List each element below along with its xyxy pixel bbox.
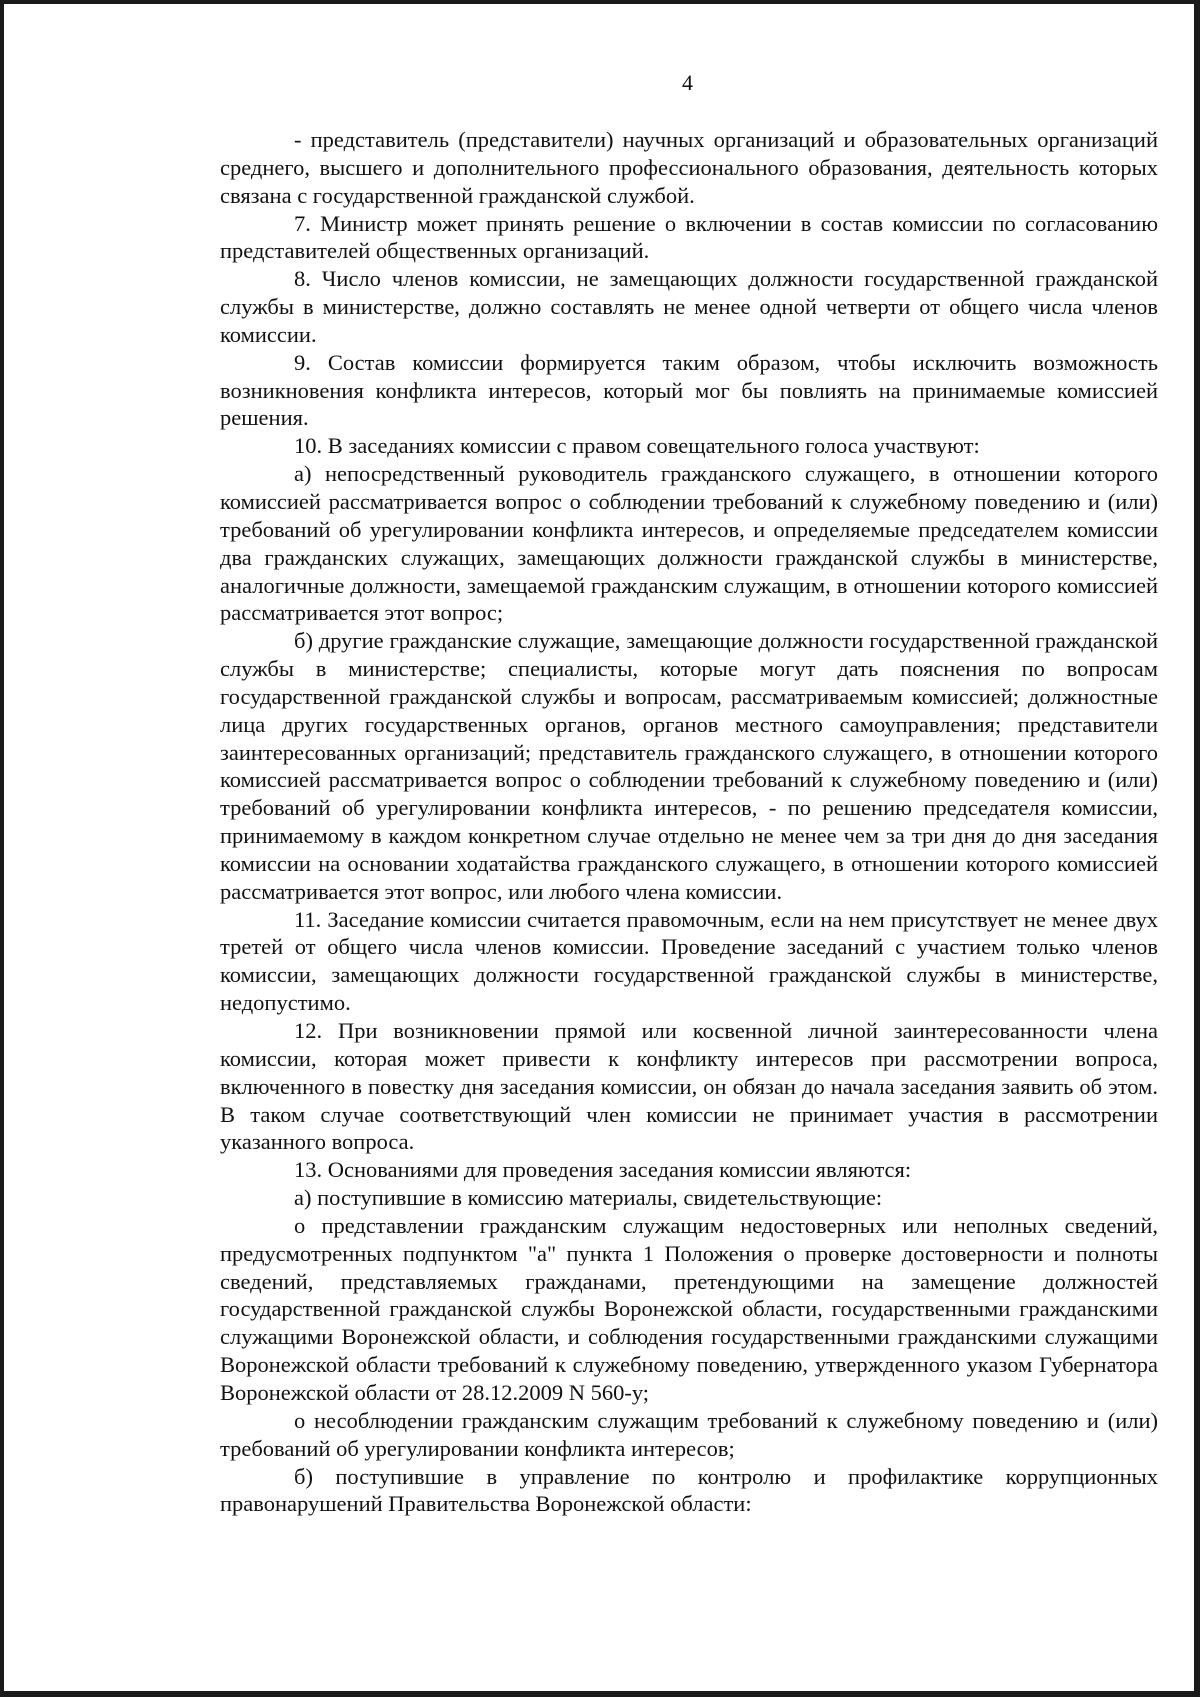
paragraph-representatives: - представитель (представители) научных организаций и образовательных организаций среднего, высшего и дополнительного профессионального образования, деятельность которых связана с государственной гражданской службой. — [220, 127, 1158, 208]
paragraph-13-a-item-1: о представлении гражданским служащим недостоверных или неполных сведений, предусмотренных подпунктом "а" пункта 1 Положения о проверке достоверности и полноты сведений, представляемых гражданами, претендующими на замещение должностей государственной гражданской службы Воронежской области, государственными гражданскими служащими Воронежской области, и соблюдения государственными гражданскими служащими Воронежской области требований к служебному поведению, утвержденного указом Губернатора Воронежской области от 28.12.2009 N 560-у; — [220, 1212, 1158, 1405]
paragraph-7: 7. Министр может принять решение о включении в состав комиссии по согласованию представителей общественных организаций. — [220, 210, 1158, 264]
paragraph-13-a: а) поступившие в комиссию материалы, свидетельствующие: — [294, 1185, 883, 1211]
paragraph-10: 10. В заседаниях комиссии с правом совещательного голоса участвуют: — [294, 433, 980, 459]
paragraph-8: 8. Число членов комиссии, не замещающих должности государственной гражданской службы в министерстве, должно составлять не менее одной четверти от общего числа членов комиссии. — [220, 266, 1158, 347]
paragraph-13-a-item-2: о несоблюдении гражданским служащим требований к служебному поведению и (или) требований об урегулировании конфликта интересов; — [220, 1407, 1158, 1461]
paragraph-12: 12. При возникновении прямой или косвенной личной заинтересованности члена комиссии, которая может привести к конфликту интересов при рассмотрении вопроса, включенного в повестку дня заседания комиссии, он обязан до начала заседания заявить об этом. В таком случае соответствующий член комиссии не принимает участия в рассмотрении указанного вопроса. — [220, 1018, 1158, 1155]
paragraph-11: 11. Заседание комиссии считается правомочным, если на нем присутствует не менее двух третей от общего числа членов комиссии. Проведение заседаний с участием только членов комиссии, замещающих должности государственной гражданской службы в министерстве, недопустимо. — [220, 906, 1158, 1016]
paragraph-13-b: б) поступившие в управление по контролю и профилактике коррупционных правонарушений Правительства Воронежской области: — [220, 1463, 1158, 1517]
page-number: 4 — [682, 70, 693, 95]
paragraph-10-a: а) непосредственный руководитель гражданского служащего, в отношении которого комиссией рассматривается вопрос о соблюдении требований к служебному поведению и (или) требований об урегулировании конфликта интересов, и определяемые председателем комиссии два гражданских служащих, замещающих должности гражданской службы в министерстве, аналогичные должности, замещаемой гражданским служащим, в отношении которого комиссией рассматривается этот вопрос; — [220, 461, 1158, 626]
paragraph-13: 13. Основаниями для проведения заседания комиссии являются: — [294, 1157, 912, 1183]
paragraph-10-b: б) другие гражданские служащие, замещающие должности государственной гражданской службы в министерстве; специалисты, которые могут дать пояснения по вопросам государственной гражданской службы и вопросам, рассматриваемым комиссией; должностные лица других государственных органов, органов местного самоуправления; представители заинтересованных организаций; представитель гражданского служащего, в отношении которого комиссией рассматривается вопрос о соблюдении требований к служебному поведению и (или) требований об урегулировании конфликта интересов, - по решению председателя комиссии, принимаемому в каждом конкретном случае отдельно не менее чем за три дня до дня заседания комиссии на основании ходатайства гражданского служащего, в отношении которого комиссией рассматривается этот вопрос, или любого члена комиссии. — [220, 628, 1158, 904]
document-body — [220, 126, 1158, 1518]
paragraph-9: 9. Состав комиссии формируется таким образом, чтобы исключить возможность возникновения конфликта интересов, который мог бы повлиять на принимаемые комиссией решения. — [220, 349, 1158, 431]
